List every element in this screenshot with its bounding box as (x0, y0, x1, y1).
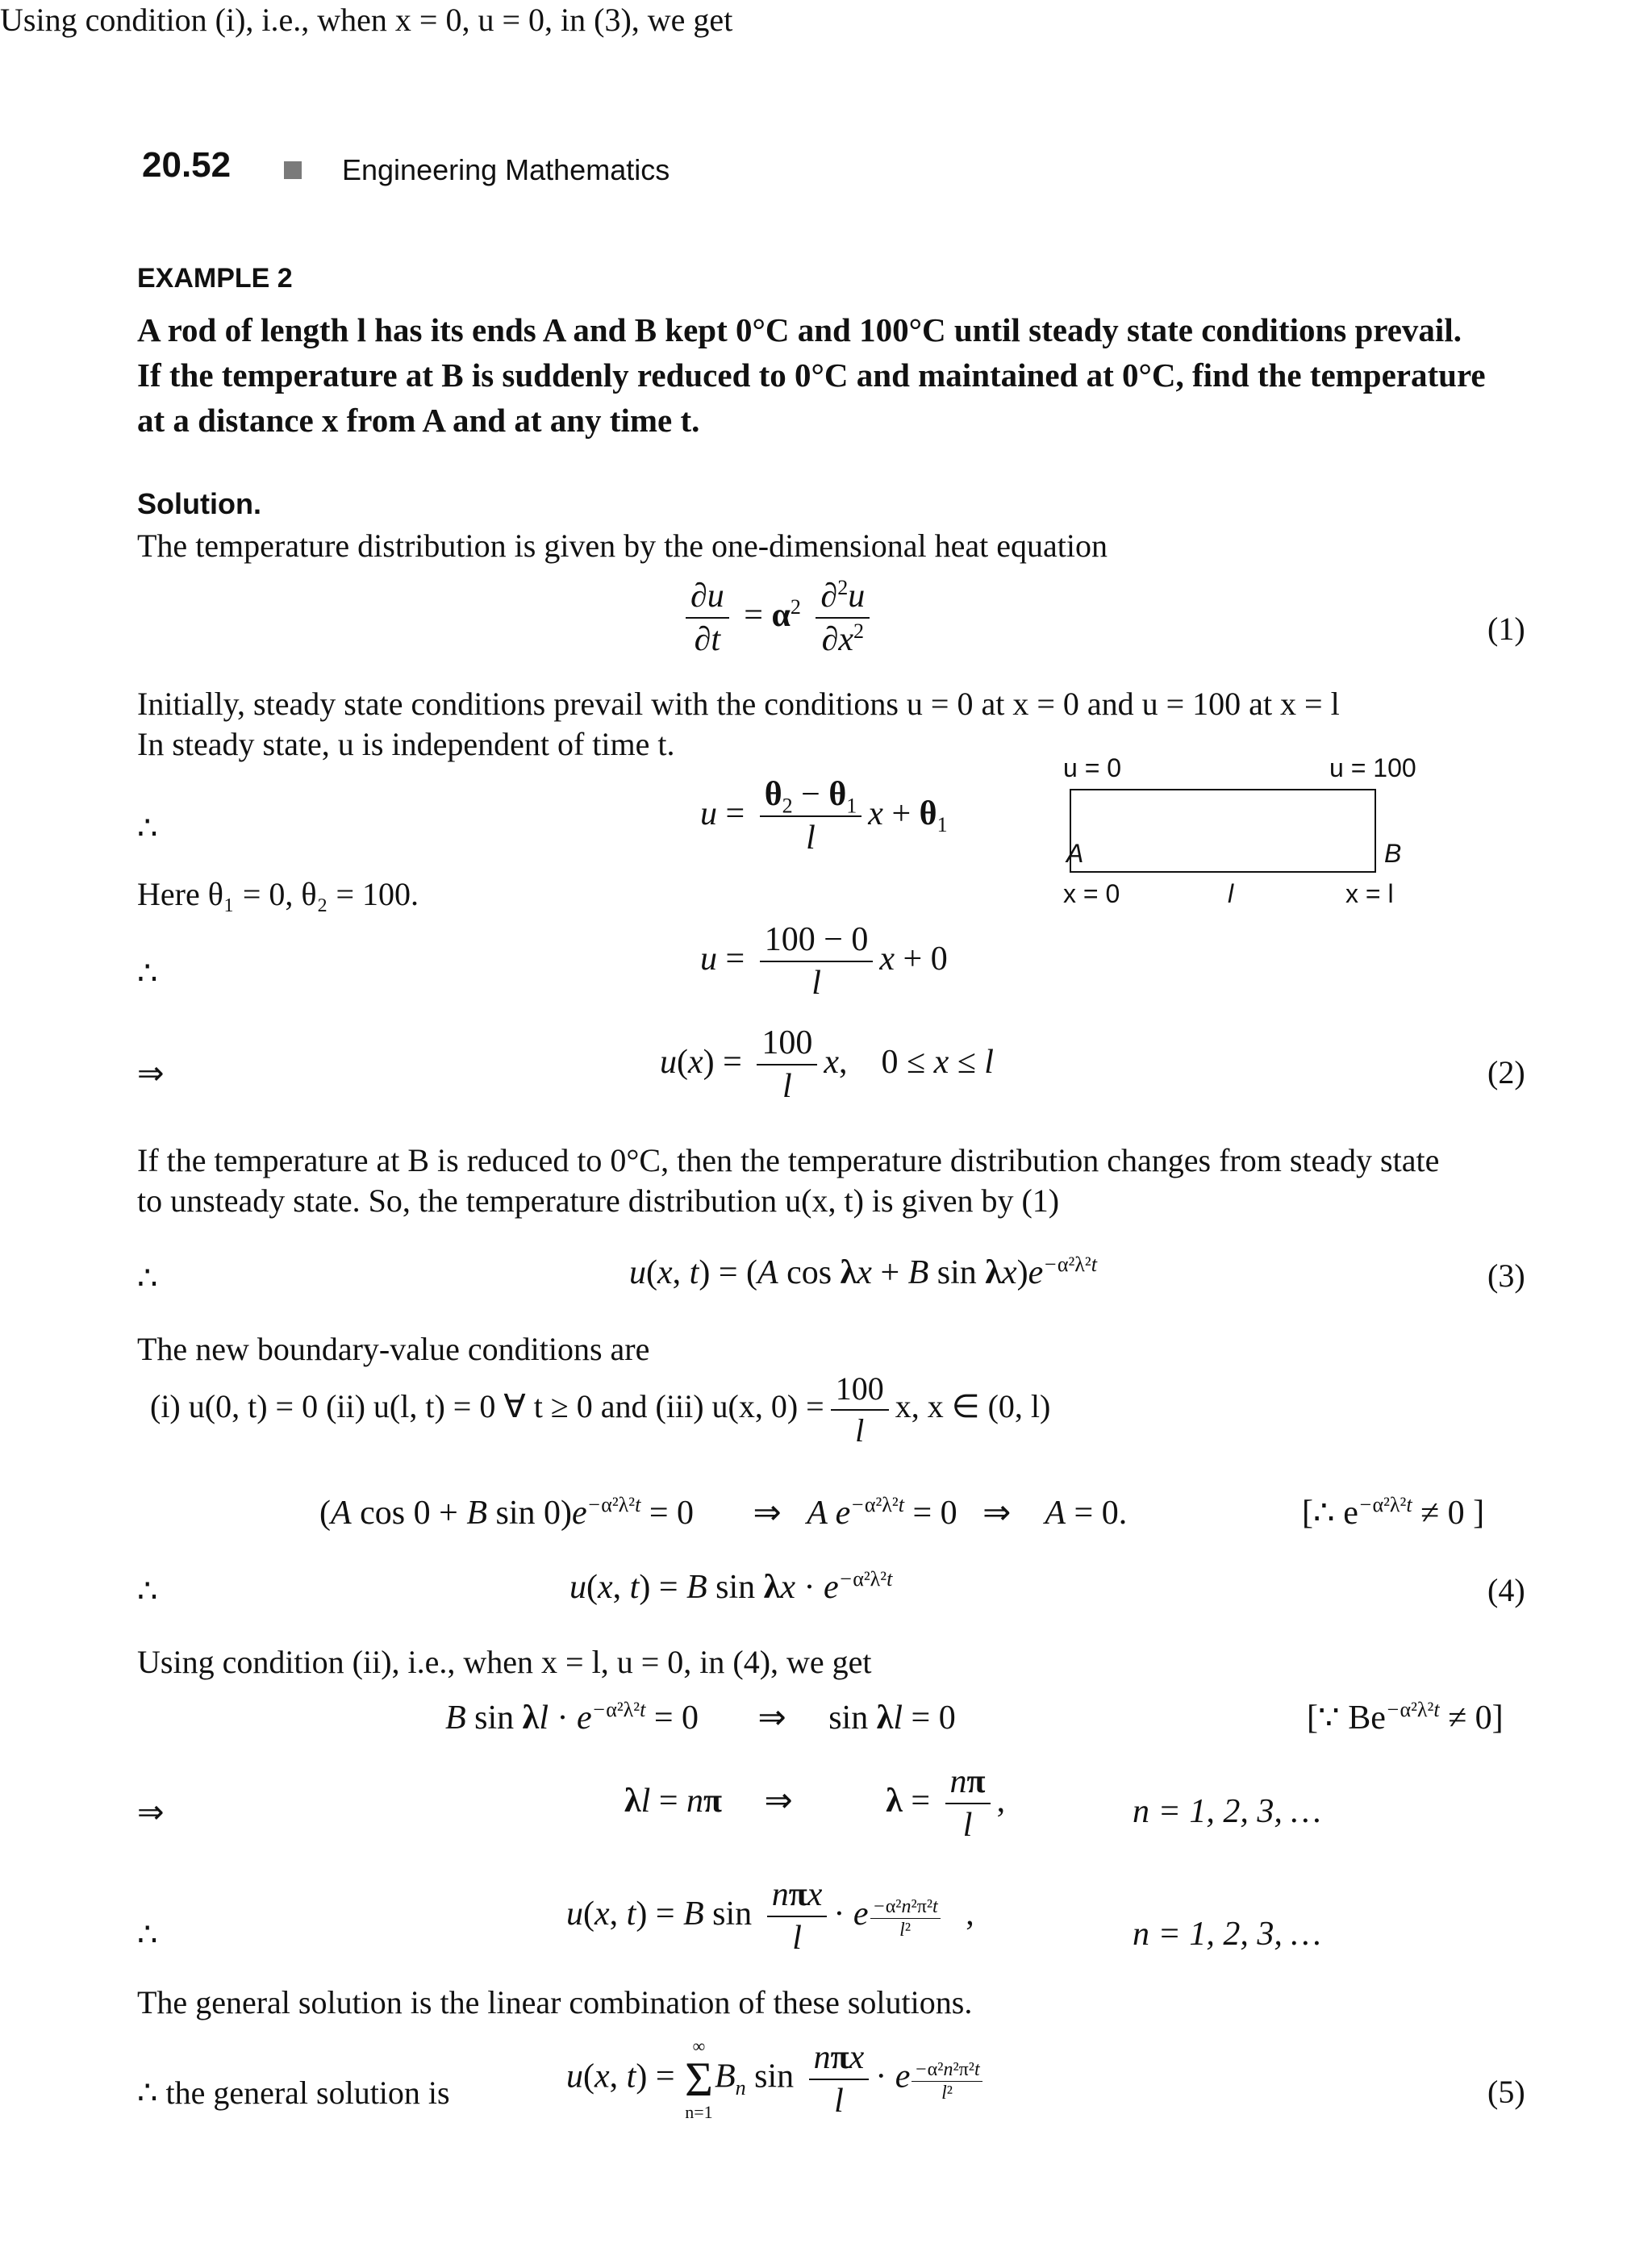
book-title: Engineering Mathematics (342, 153, 670, 186)
equation-4: u(x, t) = B $\sin \lambda x \cdot e^{-\alpha^2\lambda^2t}$ (569, 1567, 893, 1606)
rod-diagram (1070, 789, 1376, 873)
example-label: EXAMPLE 2 (137, 263, 293, 294)
diagram-label-b: B (1384, 839, 1402, 868)
condition-ii-equation: B $\sin \lambda l \cdot e^{-\alpha^2\lambda^2t} = 0$ ⇒ sin λl = 0 (445, 1698, 956, 1737)
steady-state-substituted: u = $\frac{100 - 0}{l}$ x + 0 (700, 921, 948, 1003)
bc-suffix: x, x ∈ (0, l) (895, 1388, 1051, 1425)
diagram-label-a: A (1066, 839, 1084, 868)
equation-number-3: (3) (1487, 1257, 1525, 1294)
condition-i-equation: (A cos 0 + B $\sin 0)e^{-\alpha^2\lambda^2t} = 0$ ⇒ A $e^{-\alpha^2\lambda^2t} = 0$ ⇒ A = 0. (319, 1493, 1128, 1532)
therefore-symbol: ∴ (137, 1573, 158, 1609)
use-condition-i: Using condition (i), i.e., when x = 0, u = 0, in (3), we get (0, 2, 733, 38)
use-condition-ii: Using condition (ii), i.e., when x = l, u = 0, in (4), we get (137, 1644, 872, 1680)
diagram-label-xl: x = l (1345, 879, 1394, 908)
equation-number-4: (4) (1487, 1572, 1525, 1608)
heat-equation: $\frac{\partial u}{\partial t}$ = $\alpha^2$ $\frac{\partial^2u}{\partial x^2}$ (679, 578, 876, 658)
therefore-symbol: ∴ (137, 1916, 158, 1953)
particular-solution: u(x, t) = B sin $\frac{\text{nπx}}{l}$ · e $\frac{\text{−α²n²π²t}}{\text{l²}}$ , (566, 1876, 974, 1958)
general-solution-equation: u(x, t) = ∞ Σ n=1 $B_n$ sin $\frac{\text{nπx}}{l}$ · e $\frac{\text{−α²n²π²t}}{\text{l²}}$ (566, 2037, 982, 2121)
implies-symbol: ⇒ (137, 1794, 165, 1830)
example-statement-line-2: If the temperature at B is suddenly reduced to 0°C and maintained at 0°C, find the temperature (137, 357, 1486, 394)
change-line-1: If the temperature at B is reduced to 0°C, then the temperature distribution changes from steady state (137, 1142, 1440, 1178)
general-solution-line: The general solution is the linear combination of these solutions. (137, 1984, 973, 2020)
diagram-label-u100: u = 100 (1329, 753, 1416, 782)
eigenvalue-equation: λl = nπ ⇒ λ = $\frac{n\pi}{l}$ , (624, 1763, 1006, 1845)
page-number: 20.52 (142, 145, 232, 185)
note-bracket-1: [∴ e (1302, 1495, 1358, 1532)
steady-state-general: u = $\frac{\theta_2 - \theta_1}{l}$ $x + \theta_1$ (700, 776, 948, 857)
general-solution-prefix: ∴ the general solution is (137, 2075, 450, 2111)
therefore-symbol: ∴ (137, 810, 158, 846)
equation-number-5: (5) (1487, 2074, 1525, 2110)
equation-number-2: (2) (1487, 1054, 1525, 1090)
solution-intro: The temperature distribution is given by the one-dimensional heat equation (137, 528, 1108, 564)
new-bc-heading: The new boundary-value conditions are (137, 1331, 650, 1367)
change-line-2: to unsteady state. So, the temperature distribution u(x, t) is given by (1) (137, 1182, 1060, 1219)
general-form-equation: u(x, t) = (A cos λx + B $\sin \lambda x)e^{-\alpha^2\lambda^2t}$ (629, 1253, 1097, 1291)
therefore-symbol: ∴ (137, 1260, 158, 1296)
steady-state-solution: u(x) = $\frac{100}{l}$ x, 0 ≤ x ≤ l (660, 1024, 994, 1106)
note-nonzero-2: [∵ $Be^{-\alpha^2\lambda^2t} \ne 0$] (1307, 1698, 1504, 1737)
therefore-symbol: ∴ (137, 955, 158, 991)
note-bracket-2: [∵ Be (1307, 1699, 1386, 1737)
note-nonzero-1: [∴ $e^{-\alpha^2\lambda^2t} \ne 0$ ] (1302, 1493, 1485, 1532)
bc-prefix: (i) u(0, t) = 0 (ii) u(l, t) = 0 ∀ t ≥ 0 and (iii) u(x, 0) = (150, 1388, 824, 1425)
example-statement-line-3: at a distance x from A and at any time t. (137, 402, 700, 439)
boundary-conditions-list: (i) u(0, t) = 0 (ii) u(l, t) = 0 ∀ t ≥ 0 and (iii) u(x, 0) = $\frac{100}{l}$ x, x ∈ (0, l) (150, 1370, 1051, 1449)
n-range-1: n = 1, 2, 3, … (1133, 1793, 1321, 1830)
diagram-label-u0: u = 0 (1063, 753, 1122, 782)
here-values: Here θ₁ = 0, θ₂ = 100. (137, 876, 419, 912)
equation-number-1: (1) (1487, 611, 1525, 647)
diagram-label-length: l (1228, 879, 1234, 908)
solution-heading: Solution. (137, 487, 261, 520)
square-bullet-icon (284, 161, 302, 179)
example-statement-line-1: A rod of length l has its ends A and B kept 0°C and 100°C until steady state conditions prevail. (137, 311, 1462, 348)
initial-condition-line-1: Initially, steady state conditions prevail with the conditions u = 0 at x = 0 and u = 100 at x = l (137, 686, 1340, 722)
implies-symbol: ⇒ (137, 1055, 165, 1091)
n-range-2: n = 1, 2, 3, … (1133, 1916, 1321, 1953)
diagram-label-x0: x = 0 (1063, 879, 1120, 908)
initial-condition-line-2: In steady state, u is independent of time t. (137, 726, 675, 762)
